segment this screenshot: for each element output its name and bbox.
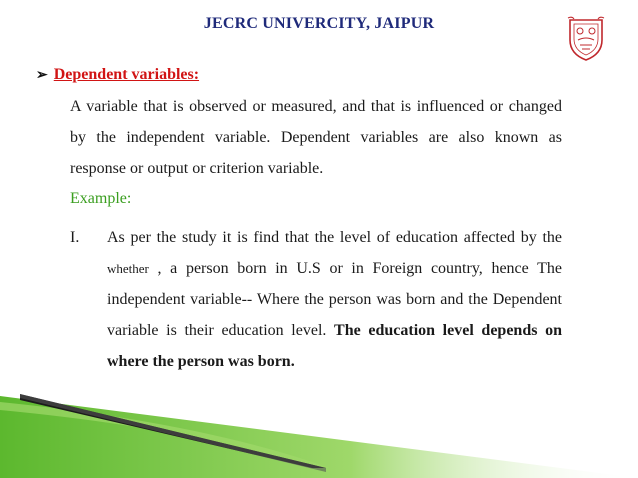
decorative-swoosh bbox=[0, 388, 638, 478]
item-text-bold: The education level depends on where the person was born. bbox=[107, 322, 562, 370]
item-number: I. bbox=[70, 229, 80, 246]
list-item bbox=[70, 222, 562, 377]
section-heading bbox=[36, 66, 199, 84]
item-text-small: whether bbox=[107, 261, 149, 276]
definition-paragraph: A variable that is observed or measured, and that is influenced or changed by the independent variable. Dependent variables are also known as response or output or criterion variable. bbox=[70, 98, 562, 177]
item-text-part: As per the study it is find that the level of education affected by the bbox=[107, 229, 562, 246]
arrow-bullet-icon: ➢ bbox=[36, 67, 48, 83]
page-title: JECRC UNIVERCITY, JAIPUR bbox=[203, 15, 435, 32]
heading-text: Dependent variables: bbox=[53, 66, 200, 83]
item-text bbox=[107, 222, 562, 377]
university-crest-icon bbox=[566, 16, 606, 62]
item-text-part: , a person born in U.S or in Foreign country, hence The independent variable-- Where the person was born and the Dependent variable is their education level. bbox=[107, 260, 562, 339]
example-label: Example: bbox=[70, 190, 132, 207]
